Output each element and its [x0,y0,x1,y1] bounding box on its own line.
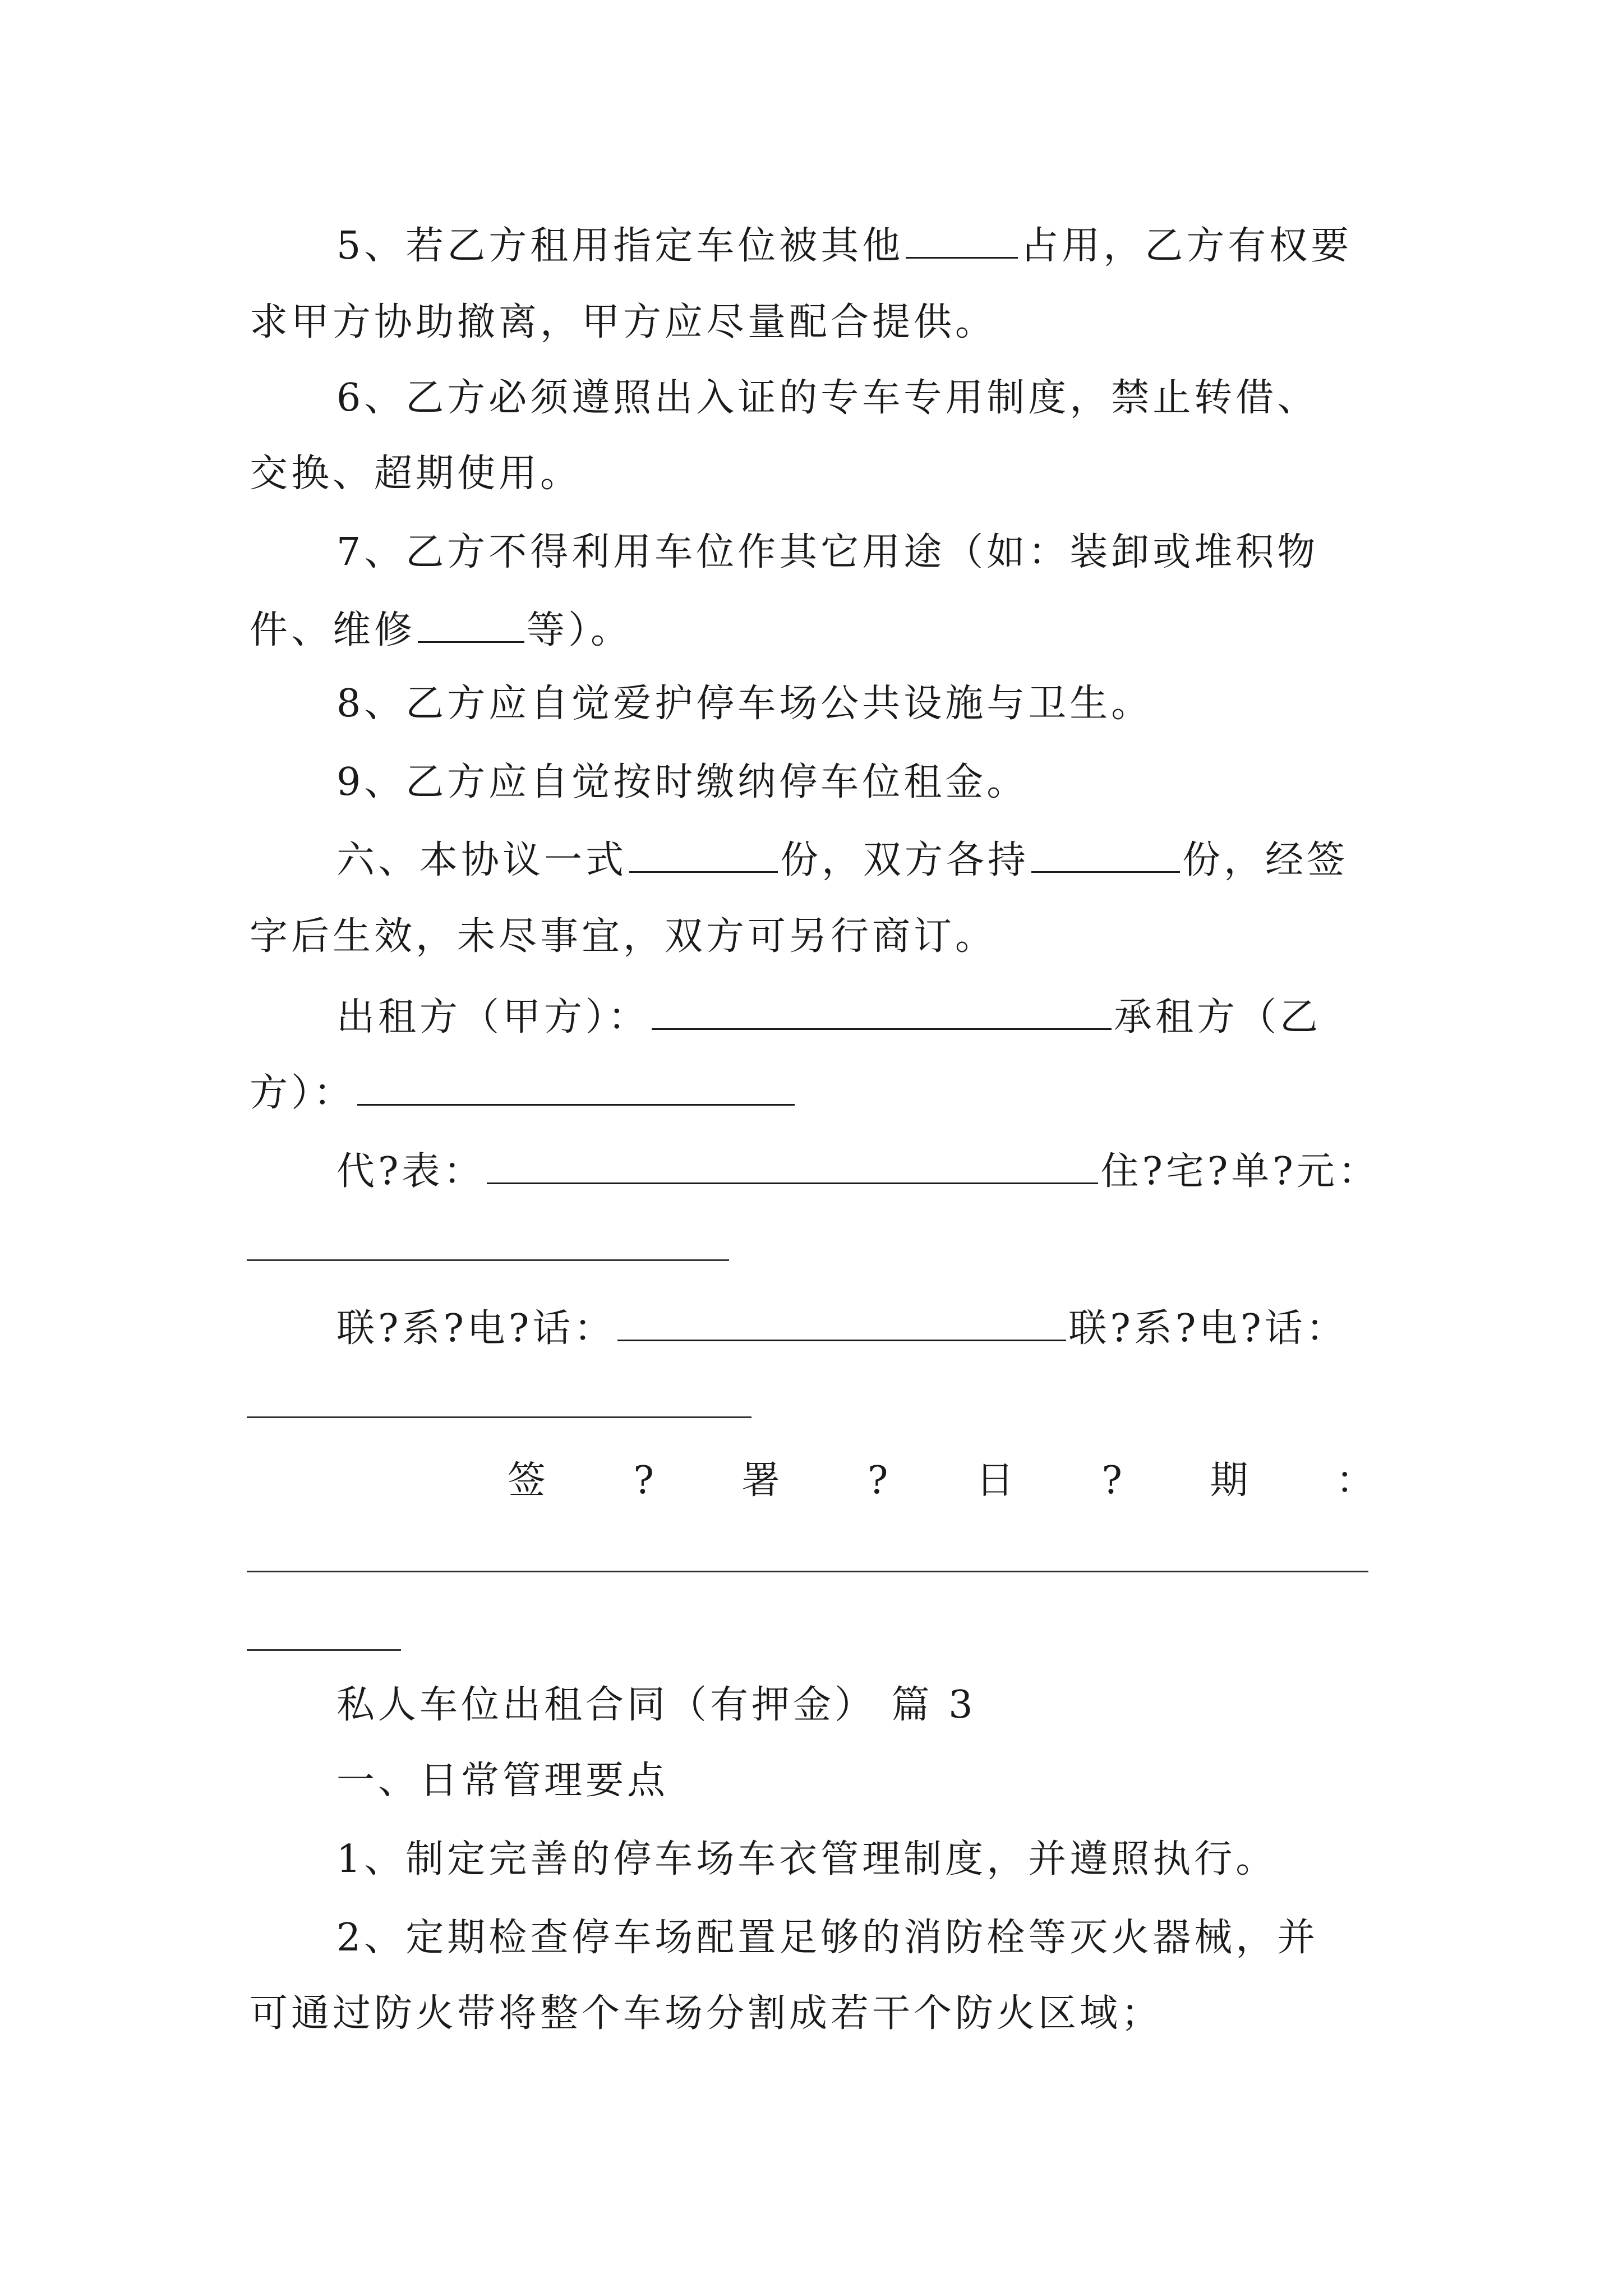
date-char: ： [1335,1458,1374,1503]
clause-6-line-1: 6、乙方必须遵照出入证的专车专用制度，禁止转借、 [336,376,1319,420]
date-char: ? [868,1458,888,1503]
date-char: 署 [741,1458,780,1503]
clause-six-text-a: 六、本协议一式 [336,838,628,882]
section-3-item-2-line-1: 2、定期检查停车场配置足够的消防栓等灭火器械，并 [336,1916,1319,1960]
date-field-line-end [247,1649,401,1651]
clause-5-text-a: 5、若乙方租用指定车位被其他 [336,224,904,268]
date-char: 日 [975,1458,1014,1503]
clause-six-text-b: 份，双方各持 [780,838,1030,882]
lessee-label-a: 承租方（乙 [1114,995,1322,1039]
date-char: ? [1101,1458,1122,1503]
clause-7-line-2 [0,603,1623,656]
clause-5-line-2: 求甲方协助撤离，甲方应尽量配合提供。 [250,300,997,344]
clause-5-text-b: 占用，乙方有权要 [1020,224,1353,268]
section-3-item-1: 1、制定完善的停车场车衣管理制度，并遵照执行。 [336,1837,1278,1881]
phone-field-line-2 [247,1416,751,1418]
representative-line [0,1144,1623,1197]
clause-9: 9、乙方应自觉按时缴纳停车位租金。 [336,760,1029,804]
clause-six-line-2: 字后生效，未尽事宜，双方可另行商订。 [250,914,997,959]
clause-7-line-1: 7、乙方不得利用车位作其它用途（如：装卸或堆积物 [336,530,1319,574]
date-field-line [247,1571,1368,1572]
section-3-heading: 一、日常管理要点 [336,1759,669,1803]
address-label: 住?宅?单?元： [1100,1149,1380,1194]
clause-7-text-b: 等）。 [527,608,633,652]
date-char: 签 [508,1458,546,1503]
clause-5-line-1 [0,219,1623,272]
lessee-line-2 [0,1066,1623,1119]
date-char: 期 [1210,1458,1248,1503]
representative-label: 代?表： [336,1149,485,1194]
clause-8: 8、乙方应自觉爱护停车场公共设施与卫生。 [336,682,1153,726]
phone-line [0,1301,1623,1354]
signing-date-line [508,1456,1374,1506]
blank-field [418,603,524,643]
clause-6-line-2: 交换、超期使用。 [250,452,582,496]
phone-label-1: 联?系?电?话： [336,1306,616,1351]
date-char: ? [633,1458,654,1503]
clause-six-line-1 [0,833,1623,886]
section-3-item-2-line-2: 可通过防火带将整个车场分割成若干个防火区域； [250,1991,1163,2036]
representative-field [487,1144,1098,1184]
address-field-line [247,1259,729,1261]
blank-field [1031,833,1180,873]
clause-7-text-a: 件、维修 [250,608,416,652]
phone-field-1 [617,1301,1066,1341]
phone-label-2: 联?系?电?话： [1068,1306,1348,1351]
blank-field [629,833,778,873]
blank-field [906,219,1018,259]
lessor-lessee-line [0,990,1623,1043]
lessee-signature-field [357,1066,795,1106]
section-3-title: 私人车位出租合同（有押金） 篇 3 [336,1683,976,1727]
lessee-label-b: 方）： [250,1071,356,1115]
clause-six-text-c: 份，经签 [1182,838,1349,882]
lessor-signature-field [652,990,1112,1030]
lessor-label: 出租方（甲方）： [336,995,650,1039]
